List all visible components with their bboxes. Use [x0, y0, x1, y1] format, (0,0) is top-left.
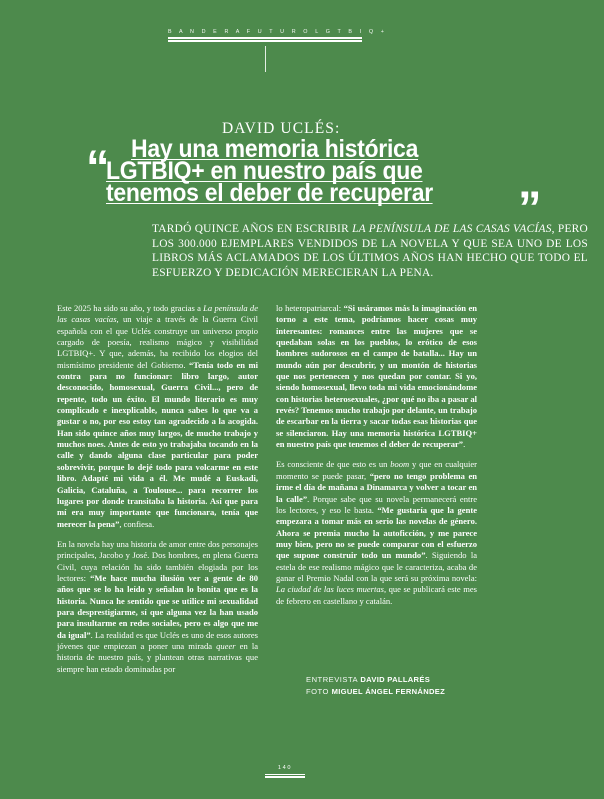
- page-number: 140: [277, 765, 293, 771]
- running-head-label: B A N D E R A F U T U R O L G T B I Q +: [168, 29, 388, 35]
- folio-rule-thick: [265, 776, 305, 778]
- headline-line-3: tenemos el deber de recuperar: [106, 179, 433, 207]
- credit-photo-name: MIGUEL ÁNGEL FERNÁNDEZ: [331, 686, 446, 696]
- credit-interview-name: DAVID PALLARÉS: [360, 675, 431, 684]
- center-tick-mark: [265, 46, 266, 72]
- headline-line-2: LGTBIQ+ en nuestro país que: [106, 157, 423, 185]
- rule-thick: [168, 40, 362, 42]
- credit-photo-label: FOTO: [306, 686, 329, 696]
- running-head-rules: [168, 37, 362, 41]
- quote-close-icon: ”: [518, 181, 540, 234]
- body-column-left: Este 2025 ha sido su año, y todo gracias a La península de las casas vacías, un viaje a través de la Guerra Civil española con el que Uclés construye un universo propio cargado de poesía, realismo mágico y visibilidad LGTBIQ+. Y que, además, ha recibido los elogios del mismísimo presidente del Gobierno. “Tenía todo en mi contra para no funcionar: libro largo, autor desconocido, homosexual, Guerra Civil..., pero de repente, todo un éxito. El mundo literario es muy complicado e inexplicable, nunca sabes lo que va a gustar o no, por eso estoy tan agradecido a la acogida. Han sido quince años muy largos, de mucho trabajo y muchos noes. Antes de esto yo trabajaba tocando en la calle y dando alguna clase particular para poder sobrevivir, porque lo dejé todo para volcarme en este libro. Adapté mi vida a él. Me mudé a Euskadi, Galicia, Cataluña, a Toulouse... para recorrer los lugares por donde transitaba la historia. Así que para mí era muy importante que funcionara, tenía que merecer la pena”, confiesa. En la novela hay una historia de amor entre dos personajes principales, Jacobo y José. Dos hombres, en plena Guerra Civil, cuya relación ha sido también elogiada por los lectores: “Me hace mucha ilusión ver a gente de 80 años que se lo ha leído y señalan lo bonita que es la historia. Nunca he sentido que se utilice mi sexualidad para desprestigiarme, sí que alguna vez la han usado para insultarme en redes sociales, pero es algo que me da igual”. La realidad es que Uclés es uno de esos autores jóvenes que empiezan a poner una mirada queer en la historia de nuestro país, y plantean otras narrativas que siempre han estado dominadas por: [57, 303, 259, 674]
- page-title: DAVID UCLÉS:: [222, 120, 341, 137]
- body-column-right: lo heteropatriarcal: “Si usáramos más la imaginación en torno a este tema, podríamos hacer cosas muy interesantes: romances entre las mujeres que se quedaban solas en los pueblos, lo erótico de esos hombres sudorosos en el campo de batalla... Hay un mundo aún por descubrir, y un montón de historias que nos pertenecen y nos quedan por contar. Si yo, siendo homosexual, llevo toda mi vida emocionándome con historias heterosexuales, ¿por qué no iba a pasar al revés? Tenemos mucho trabajo por delante, un trabajo de escarbar en la tierra y sacar todas esas historias que se silenciaron. Hay una memoria histórica LGTBIQ+ en nuestro país que tenemos el deber de recuperar”. Es consciente de que esto es un boom y que en cualquier momento se puede pasar, “pero no tengo problema en irme el día de mañana a Dinamarca y volver a tocar en la calle”. Porque sabe que su novela permanecerá entre los lectores, y eso le basta. “Me gustaría que la gente empezara a tomar más en serio las novelas de género. Ahora se premia mucho la autoficción, y me parece muy bien, pero no se puede comparar con el esfuerzo que supone construir todo un mundo”. Siguiendo la estela de ese realismo mágico que le caracteriza, acaba de ganar el Premio Nadal con la que será su próxima novela: La ciudad de las luces muertas, que se publicará este mes de febrero en castellano y catalán.: [276, 303, 477, 606]
- body-columns: [57, 303, 547, 675]
- quote-open-icon: “: [86, 140, 108, 193]
- folio-rules: [265, 774, 305, 778]
- credit-photo: [306, 686, 506, 698]
- folio: [265, 766, 305, 778]
- headline: [86, 135, 586, 234]
- headline-line-1: Hay una memoria histórica: [131, 135, 419, 163]
- running-head: [168, 29, 388, 42]
- deck-standfirst: TARDÓ QUINCE AÑOS EN ESCRIBIR LA PENÍNSULA DE LAS CASAS VACÍAS, PERO LOS 300.000 EJEMPLARES VENDIDOS DE LA NOVELA Y QUE SEA UNO DE LOS LIBROS MÁS ACLAMADOS DE LOS ÚLTIMOS AÑOS HAN HECHO QUE TODO EL ESFUERZO Y DEDICACIÓN MERECIERAN LA PENA.: [152, 223, 588, 279]
- credit-interview: [306, 674, 506, 686]
- headline-row: [106, 179, 586, 207]
- credit-interview-label: ENTREVISTA: [306, 675, 358, 684]
- credits: [306, 674, 506, 697]
